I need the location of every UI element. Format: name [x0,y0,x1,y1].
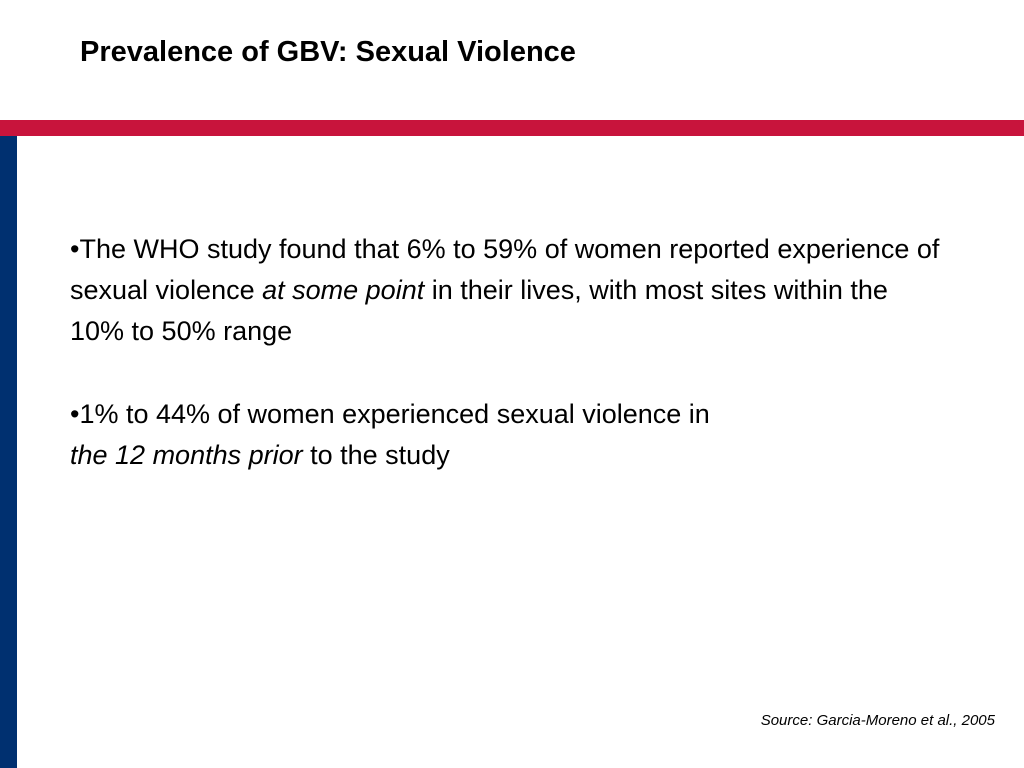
slide-body [70,229,940,476]
bullet-12-months [70,394,940,476]
bullet-text: The WHO study found that 6% to 59% of women reported experience of sexual violence [70,234,940,305]
bullet-text: to the study [302,440,450,470]
bullet-marker: • [70,399,80,429]
source-citation: Source: Garcia-Moreno et al., 2005 [760,712,995,729]
header-red-bar [0,120,1024,136]
bullet-emphasis: the 12 months prior [70,440,303,470]
bullet-marker: • [70,234,80,264]
bullet-who-lifetime [70,229,940,352]
bullet-emphasis: at some point [262,275,425,305]
slide-title: Prevalence of GBV: Sexual Violence [80,36,576,68]
left-blue-bar [0,136,17,768]
bullet-text: 1% to 44% of women experienced sexual violence in [79,399,710,429]
bullet-text: in their lives, with most sites within the 10% to 50% range [70,275,888,346]
